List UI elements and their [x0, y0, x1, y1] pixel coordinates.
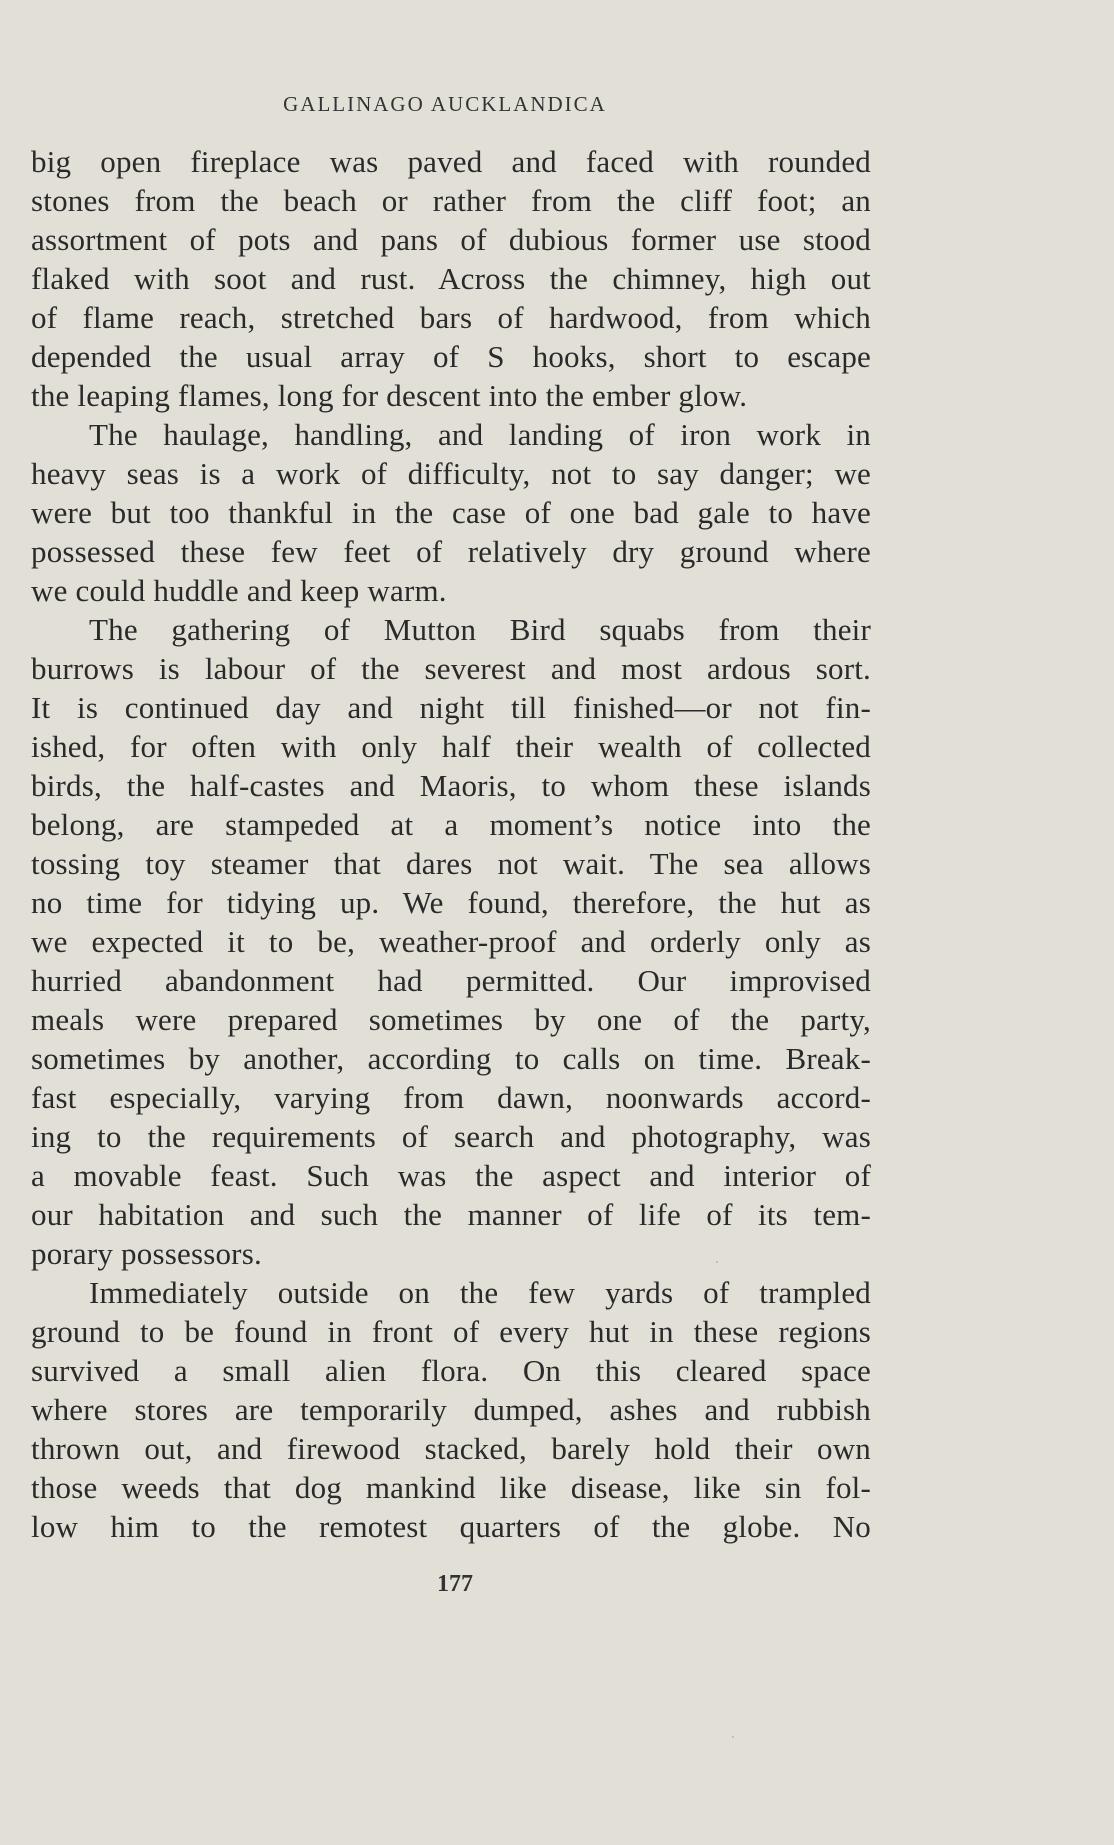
running-head: GALLINAGO AUCKLANDICA	[283, 92, 607, 116]
text-line: ing to the requirements of search and photography, was	[31, 1119, 871, 1154]
text-line: of flame reach, stretched bars of hardwood, from which	[31, 300, 871, 335]
text-line: fast especially, varying from dawn, noonwards accord-	[31, 1080, 871, 1115]
text-line: we expected it to be, weather-proof and orderly only as	[31, 924, 871, 959]
paragraph-first-line: Immediately outside on the few yards of trampled	[89, 1275, 871, 1310]
paragraph-first-line: The gathering of Mutton Bird squabs from their	[89, 612, 871, 647]
text-line: assortment of pots and pans of dubious former use stood	[31, 222, 871, 257]
page-number: 177	[437, 1571, 473, 1597]
text-line: depended the usual array of S hooks, short to escape	[31, 339, 871, 374]
text-line: sometimes by another, according to calls on time. Break-	[31, 1041, 871, 1076]
text-line: burrows is labour of the severest and most ardous sort.	[31, 651, 871, 686]
text-line: those weeds that dog mankind like disease, like sin fol-	[31, 1470, 871, 1505]
text-line: belong, are stampeded at a moment’s notice into the	[31, 807, 871, 842]
text-line: ground to be found in front of every hut in these regions	[31, 1314, 871, 1349]
text-line: ished, for often with only half their wealth of collected	[31, 729, 871, 764]
text-line: heavy seas is a work of difficulty, not to say danger; we	[31, 456, 871, 491]
text-line: birds, the half-castes and Maoris, to whom these islands	[31, 768, 871, 803]
text-line: It is continued day and night till finished—or not fin-	[31, 690, 871, 725]
text-line: porary possessors.	[31, 1236, 262, 1271]
paper-speck	[716, 1261, 718, 1263]
text-line: thrown out, and firewood stacked, barely hold their own	[31, 1431, 871, 1466]
paragraph-first-line: The haulage, handling, and landing of iron work in	[89, 417, 871, 452]
text-line: stones from the beach or rather from the cliff foot; an	[31, 183, 871, 218]
text-line: a movable feast. Such was the aspect and interior of	[31, 1158, 871, 1193]
body-text	[31, 142, 871, 1546]
text-line: low him to the remotest quarters of the globe. No	[31, 1509, 871, 1544]
text-line: no time for tidying up. We found, therefore, the hut as	[31, 885, 871, 920]
text-line: the leaping flames, long for descent into the ember glow.	[31, 378, 748, 413]
text-line: survived a small alien flora. On this cleared space	[31, 1353, 871, 1388]
text-line: tossing toy steamer that dares not wait. The sea allows	[31, 846, 871, 881]
text-line: big open fireplace was paved and faced with rounded	[31, 144, 871, 179]
text-line: possessed these few feet of relatively dry ground where	[31, 534, 871, 569]
paper-speck	[732, 1736, 734, 1738]
text-line: hurried abandonment had permitted. Our improvised	[31, 963, 871, 998]
text-line: meals were prepared sometimes by one of the party,	[31, 1002, 871, 1037]
text-line: we could huddle and keep warm.	[31, 573, 447, 608]
text-line: our habitation and such the manner of life of its tem-	[31, 1197, 871, 1232]
text-line: were but too thankful in the case of one bad gale to have	[31, 495, 871, 530]
text-line: flaked with soot and rust. Across the chimney, high out	[31, 261, 871, 296]
text-line: where stores are temporarily dumped, ashes and rubbish	[31, 1392, 871, 1427]
